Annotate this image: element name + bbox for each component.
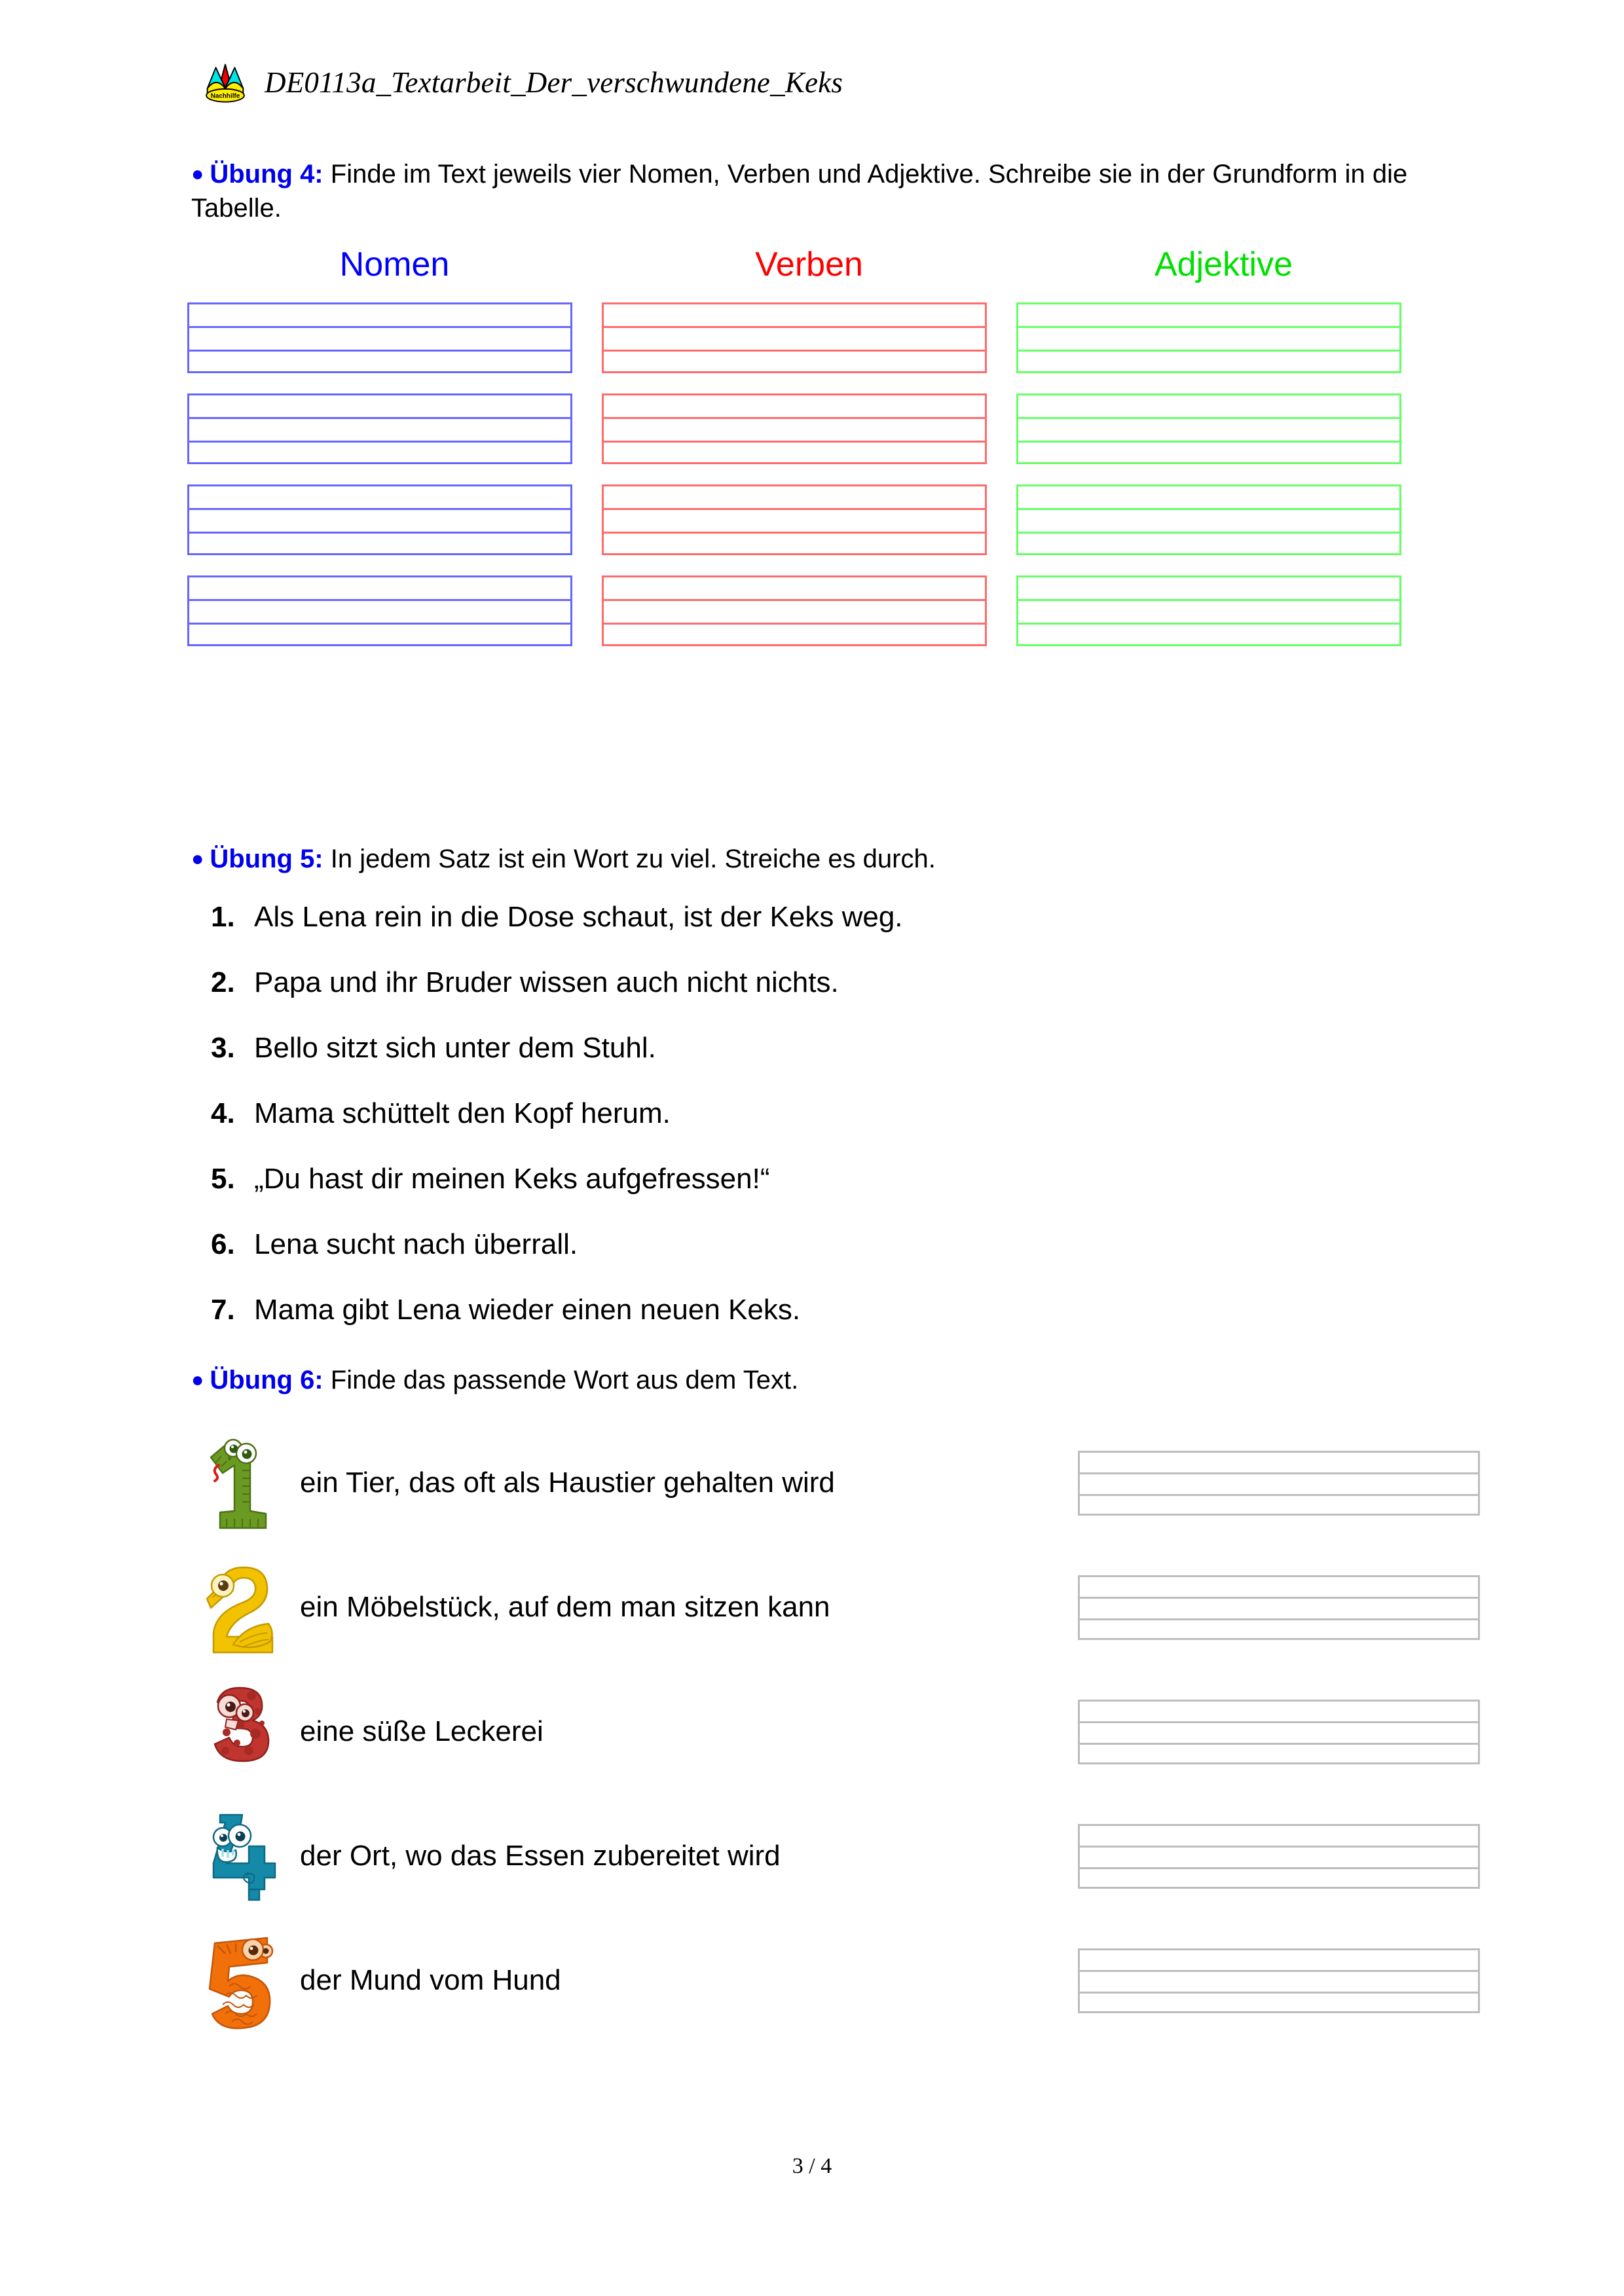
write-line[interactable] xyxy=(187,441,572,464)
write-line[interactable] xyxy=(1016,575,1401,599)
sentence-list xyxy=(211,901,1455,1359)
bullet-icon: ● xyxy=(191,1368,204,1391)
write-line[interactable] xyxy=(1016,599,1401,623)
definition-text: der Mund vom Hund xyxy=(300,1964,561,1996)
write-line[interactable] xyxy=(1016,393,1401,417)
write-lines[interactable] xyxy=(602,484,987,555)
write-line[interactable] xyxy=(602,441,987,464)
write-lines[interactable] xyxy=(187,393,572,464)
write-line[interactable] xyxy=(1078,1867,1480,1889)
list-item[interactable] xyxy=(211,1294,1455,1359)
item-sentence[interactable]: „Du hast dir meinen Keks aufgefressen!“ xyxy=(254,1163,770,1195)
write-line[interactable] xyxy=(187,623,572,646)
answer-cell-verben-3[interactable] xyxy=(602,484,1016,555)
column-header-nomen: Nomen xyxy=(339,246,450,283)
write-line[interactable] xyxy=(1078,1618,1480,1640)
write-lines[interactable] xyxy=(602,575,987,646)
write-line[interactable] xyxy=(187,532,572,555)
exercise-6-instruction: Finde das passende Wort aus dem Text. xyxy=(323,1366,799,1394)
answer-cell-nomen-3[interactable] xyxy=(187,484,602,555)
exercise-6-heading xyxy=(191,1363,1435,1397)
answer-cell-adjektive-1[interactable] xyxy=(1016,302,1431,373)
write-line[interactable] xyxy=(1016,623,1401,646)
write-line[interactable] xyxy=(602,484,987,508)
exercise-6-label: Übung 6: xyxy=(210,1366,323,1394)
write-line[interactable] xyxy=(602,623,987,646)
answer-cell-adjektive-3[interactable] xyxy=(1016,484,1431,555)
number-two-swan-icon xyxy=(196,1555,288,1660)
definition-text: ein Möbelstück, auf dem man sitzen kann xyxy=(300,1591,830,1623)
write-line[interactable] xyxy=(187,350,572,373)
number-one-snake-icon xyxy=(196,1430,288,1535)
answer-cell-nomen-2[interactable] xyxy=(187,393,602,464)
list-item[interactable] xyxy=(211,1228,1455,1294)
write-line[interactable] xyxy=(1078,1494,1480,1516)
answer-cell-verben-1[interactable] xyxy=(602,302,1016,373)
table-row xyxy=(187,575,1438,646)
list-item xyxy=(196,1545,1480,1669)
item-sentence[interactable]: Als Lena rein in die Dose schaut, ist der Keks weg. xyxy=(254,901,903,933)
answer-cell-adjektive-2[interactable] xyxy=(1016,393,1431,464)
exercise-4-label: Übung 4: xyxy=(210,160,323,189)
definition-text: eine süße Leckerei xyxy=(300,1715,544,1747)
write-line[interactable] xyxy=(602,599,987,623)
write-line[interactable] xyxy=(602,532,987,555)
exercise-4-heading xyxy=(191,157,1435,225)
page-indicator: 3 / 4 xyxy=(792,2154,832,2178)
write-line[interactable] xyxy=(1078,1824,1480,1846)
write-line[interactable] xyxy=(602,575,987,599)
write-lines[interactable] xyxy=(1016,393,1401,464)
write-line[interactable] xyxy=(602,417,987,441)
table-header-row xyxy=(187,247,1438,288)
list-item xyxy=(196,1794,1480,1918)
item-sentence[interactable]: Bello sitzt sich unter dem Stuhl. xyxy=(254,1032,656,1064)
item-number: 6. xyxy=(211,1228,235,1260)
table-row xyxy=(187,393,1438,464)
definition-text: ein Tier, das oft als Haustier gehalten wird xyxy=(300,1467,835,1499)
write-line[interactable] xyxy=(1078,1948,1480,1970)
table-body xyxy=(187,302,1438,646)
item-sentence[interactable]: Mama gibt Lena wieder einen neuen Keks. xyxy=(254,1294,801,1326)
exercise-4-instruction: Finde im Text jeweils vier Nomen, Verben und Adjektive. Schreibe sie in der Grundform in die Tabelle. xyxy=(191,160,1408,223)
write-line[interactable] xyxy=(1078,1451,1480,1472)
document-title: DE0113a_Textarbeit_Der_verschwundene_Keks xyxy=(265,66,843,99)
word-sorting-table xyxy=(187,247,1438,666)
item-sentence[interactable]: Mama schüttelt den Kopf herum. xyxy=(254,1097,671,1129)
write-line[interactable] xyxy=(602,350,987,373)
write-line[interactable] xyxy=(1078,1970,1480,1992)
write-lines[interactable] xyxy=(1016,302,1401,373)
column-header-adjektive: Adjektive xyxy=(1154,246,1293,283)
write-lines[interactable] xyxy=(187,484,572,555)
answer-cell-nomen-1[interactable] xyxy=(187,302,602,373)
column-nomen xyxy=(187,247,602,282)
write-line[interactable] xyxy=(1016,484,1401,508)
answer-box[interactable] xyxy=(1078,1451,1480,1516)
list-item[interactable] xyxy=(211,1097,1455,1163)
write-line[interactable] xyxy=(1078,1992,1480,2013)
write-lines[interactable] xyxy=(187,302,572,373)
write-line[interactable] xyxy=(1078,1597,1480,1618)
write-lines[interactable] xyxy=(602,393,987,464)
item-number: 3. xyxy=(211,1032,235,1064)
list-item[interactable] xyxy=(211,1163,1455,1228)
page-header xyxy=(200,58,843,107)
exercise-5-heading xyxy=(191,842,1435,876)
write-line[interactable] xyxy=(1016,417,1401,441)
item-number: 7. xyxy=(211,1294,235,1326)
column-verben xyxy=(602,247,1016,282)
write-line[interactable] xyxy=(187,508,572,532)
write-line[interactable] xyxy=(187,302,572,326)
list-item[interactable] xyxy=(211,966,1455,1032)
write-lines[interactable] xyxy=(602,302,987,373)
svg-text:Nachhilfe: Nachhilfe xyxy=(210,92,240,100)
list-item xyxy=(196,1421,1480,1545)
write-line[interactable] xyxy=(187,393,572,417)
write-line[interactable] xyxy=(187,326,572,350)
table-row xyxy=(187,302,1438,373)
write-lines[interactable] xyxy=(187,575,572,646)
write-line[interactable] xyxy=(1078,1846,1480,1867)
item-number: 2. xyxy=(211,966,235,998)
write-line[interactable] xyxy=(1016,326,1401,350)
write-line[interactable] xyxy=(1016,350,1401,373)
answer-cell-adjektive-4[interactable] xyxy=(1016,575,1431,646)
nachhilfe-logo-icon xyxy=(200,58,250,107)
write-line[interactable] xyxy=(1016,441,1401,464)
number-three-monster-icon xyxy=(196,1679,288,1784)
answer-cell-nomen-4[interactable] xyxy=(187,575,602,646)
write-line[interactable] xyxy=(1078,1700,1480,1721)
bullet-icon: ● xyxy=(191,162,204,185)
answer-cell-verben-4[interactable] xyxy=(602,575,1016,646)
exercise-5-instruction: In jedem Satz ist ein Wort zu viel. Streiche es durch. xyxy=(323,845,936,873)
exercise-5-label: Übung 5: xyxy=(210,845,323,873)
table-row xyxy=(187,484,1438,555)
write-line[interactable] xyxy=(1078,1472,1480,1494)
write-line[interactable] xyxy=(1016,532,1401,555)
page-footer xyxy=(0,2154,1624,2179)
write-line[interactable] xyxy=(602,302,987,326)
write-line[interactable] xyxy=(602,326,987,350)
write-line[interactable] xyxy=(1016,508,1401,532)
list-item xyxy=(196,1669,1480,1794)
write-line[interactable] xyxy=(187,575,572,599)
bullet-icon: ● xyxy=(191,847,204,870)
list-item[interactable] xyxy=(211,901,1455,966)
write-line[interactable] xyxy=(1016,302,1401,326)
write-lines[interactable] xyxy=(1016,575,1401,646)
number-four-creature-icon xyxy=(196,1804,288,1908)
write-line[interactable] xyxy=(602,393,987,417)
column-adjektive xyxy=(1016,247,1431,282)
write-line[interactable] xyxy=(1078,1721,1480,1743)
item-number: 4. xyxy=(211,1097,235,1129)
answer-box[interactable] xyxy=(1078,1824,1480,1889)
write-line[interactable] xyxy=(1078,1575,1480,1597)
item-number: 1. xyxy=(211,901,235,933)
answer-box[interactable] xyxy=(1078,1700,1480,1764)
answer-box[interactable] xyxy=(1078,1948,1480,2013)
answer-cell-verben-2[interactable] xyxy=(602,393,1016,464)
item-sentence[interactable]: Lena sucht nach überrall. xyxy=(254,1228,578,1260)
write-line[interactable] xyxy=(1078,1743,1480,1764)
write-line[interactable] xyxy=(602,508,987,532)
write-line[interactable] xyxy=(187,484,572,508)
write-line[interactable] xyxy=(187,417,572,441)
number-five-worm-icon xyxy=(196,1928,288,2033)
item-number: 5. xyxy=(211,1163,235,1195)
definition-text: der Ort, wo das Essen zubereitet wird xyxy=(300,1840,781,1872)
definition-match-list xyxy=(196,1421,1480,2043)
item-sentence[interactable]: Papa und ihr Bruder wissen auch nicht nichts. xyxy=(254,966,839,998)
write-line[interactable] xyxy=(187,599,572,623)
list-item[interactable] xyxy=(211,1032,1455,1097)
column-header-verben: Verben xyxy=(755,246,863,283)
list-item xyxy=(196,1918,1480,2043)
answer-box[interactable] xyxy=(1078,1575,1480,1640)
write-lines[interactable] xyxy=(1016,484,1401,555)
